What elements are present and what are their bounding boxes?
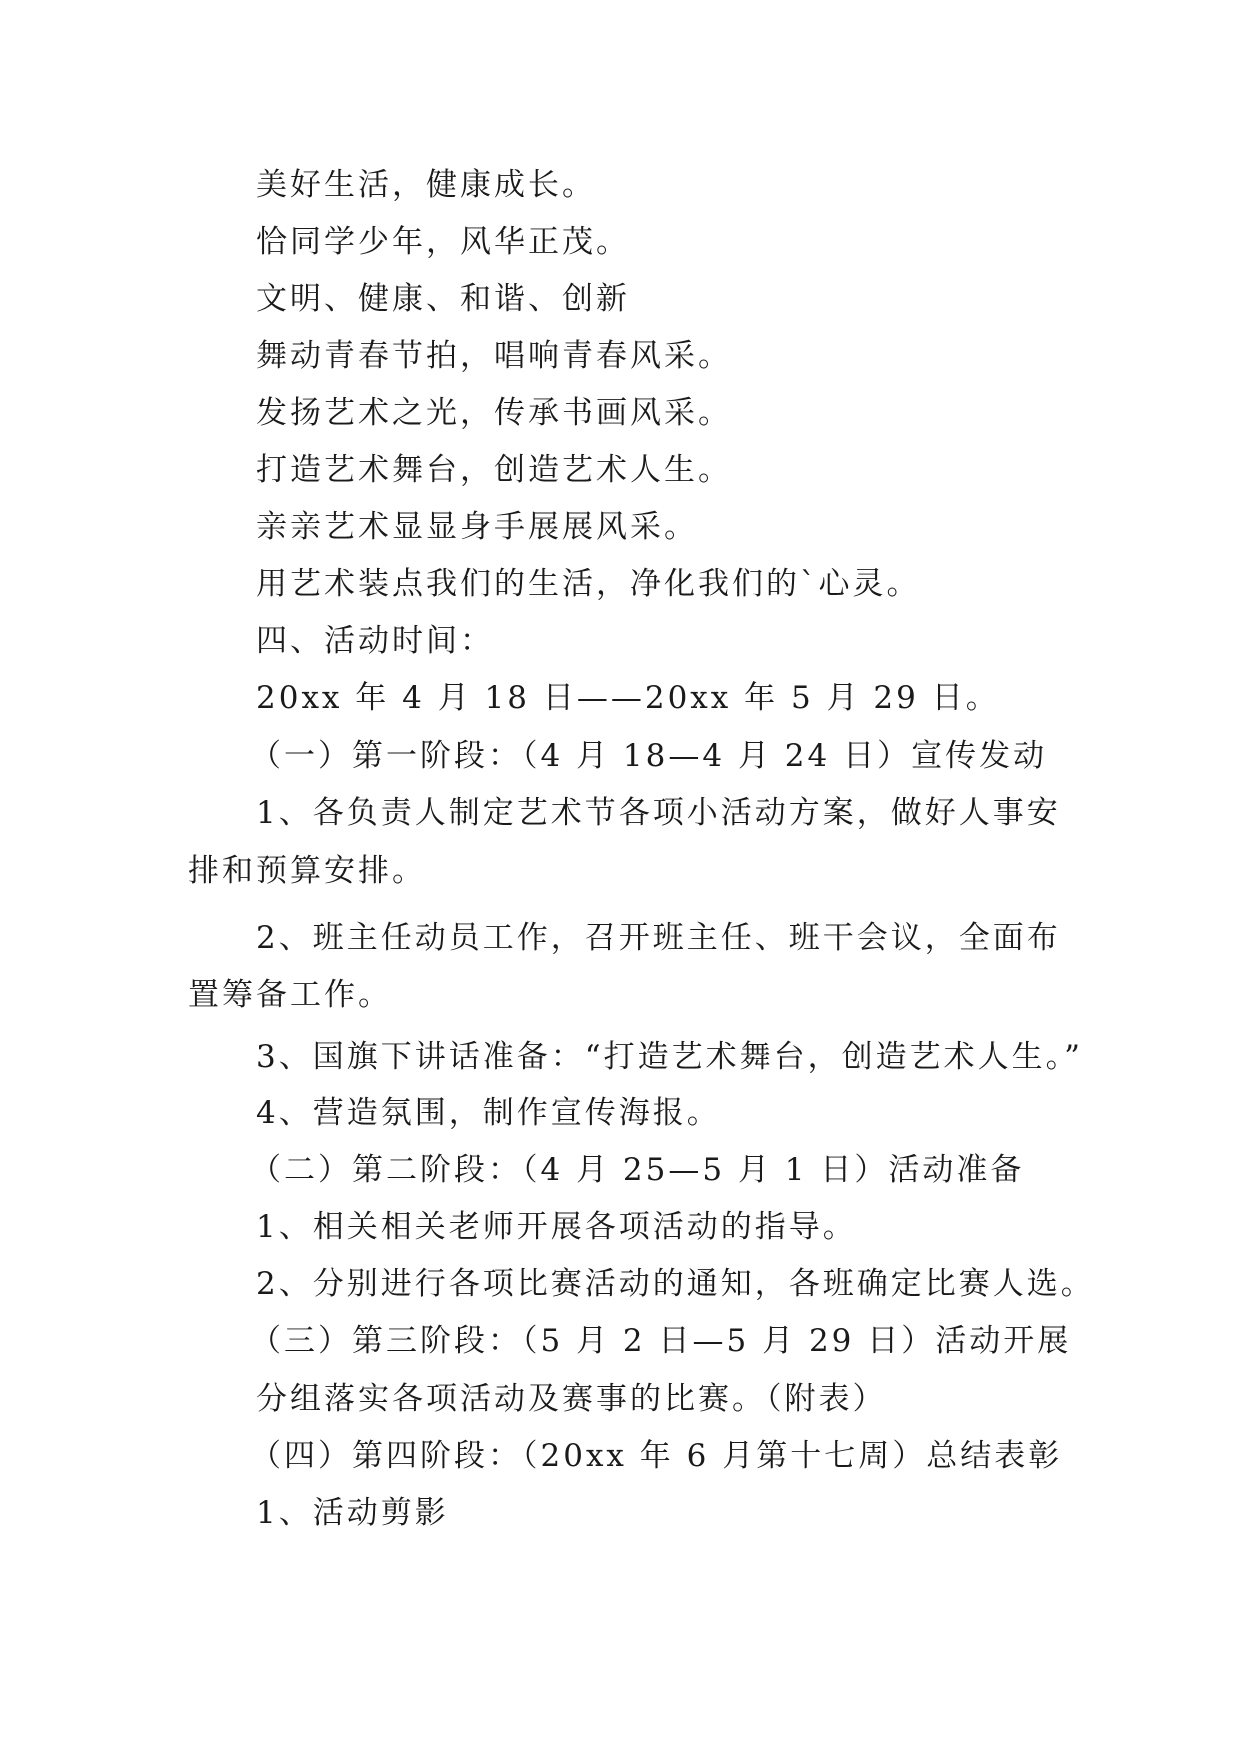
phase-1-item-1: 1、各负责人制定艺术节各项小活动方案，做好人事安 [256, 795, 1061, 831]
slogan-line-7: 亲亲艺术显显身手展展风采。 [256, 509, 698, 545]
phase-1-item-1-cont: 排和预算安排。 [188, 853, 426, 889]
phase-1-item-3: 3、国旗下讲话准备：“打造艺术舞台，创造艺术人生。” [256, 1039, 1083, 1075]
slogan-line-6: 打造艺术舞台，创造艺术人生。 [256, 452, 732, 488]
phase-2-item-1: 1、相关相关老师开展各项活动的指导。 [256, 1209, 857, 1245]
slogan-line-3: 文明、健康、和谐、创新 [256, 281, 630, 317]
slogan-line-1: 美好生活，健康成长。 [256, 167, 596, 203]
phase-3-heading: （三）第三阶段：（5 月 2 日—5 月 29 日）活动开展 [250, 1323, 1072, 1359]
phase-2-item-2: 2、分别进行各项比赛活动的通知，各班确定比赛人选。 [256, 1266, 1095, 1302]
phase-1-item-2: 2、班主任动员工作，召开班主任、班干会议，全面布 [256, 920, 1061, 956]
phase-1-heading: （一）第一阶段：（4 月 18—4 月 24 日）宣传发动 [250, 738, 1048, 774]
phase-1-item-4: 4、营造氛围，制作宣传海报。 [256, 1095, 721, 1131]
phase-4-heading: （四）第四阶段：（20xx 年 6 月第十七周）总结表彰 [250, 1438, 1063, 1474]
slogan-line-2: 恰同学少年，风华正茂。 [256, 224, 630, 260]
slogan-line-5: 发扬艺术之光，传承书画风采。 [256, 395, 732, 431]
phase-1-item-2-cont: 置筹备工作。 [188, 977, 392, 1013]
activity-date-range: 20xx 年 4 月 18 日——20xx 年 5 月 29 日。 [256, 680, 1000, 716]
phase-4-item-1: 1、活动剪影 [256, 1495, 449, 1531]
phase-2-heading: （二）第二阶段：（4 月 25—5 月 1 日）活动准备 [250, 1152, 1025, 1188]
slogan-line-4: 舞动青春节拍，唱响青春风采。 [256, 338, 732, 374]
phase-3-item-1: 分组落实各项活动及赛事的比赛。（附表） [256, 1381, 887, 1417]
section-heading-activity-time: 四、活动时间： [256, 623, 494, 659]
slogan-line-8: 用艺术装点我们的生活，净化我们的`心灵。 [256, 566, 921, 602]
